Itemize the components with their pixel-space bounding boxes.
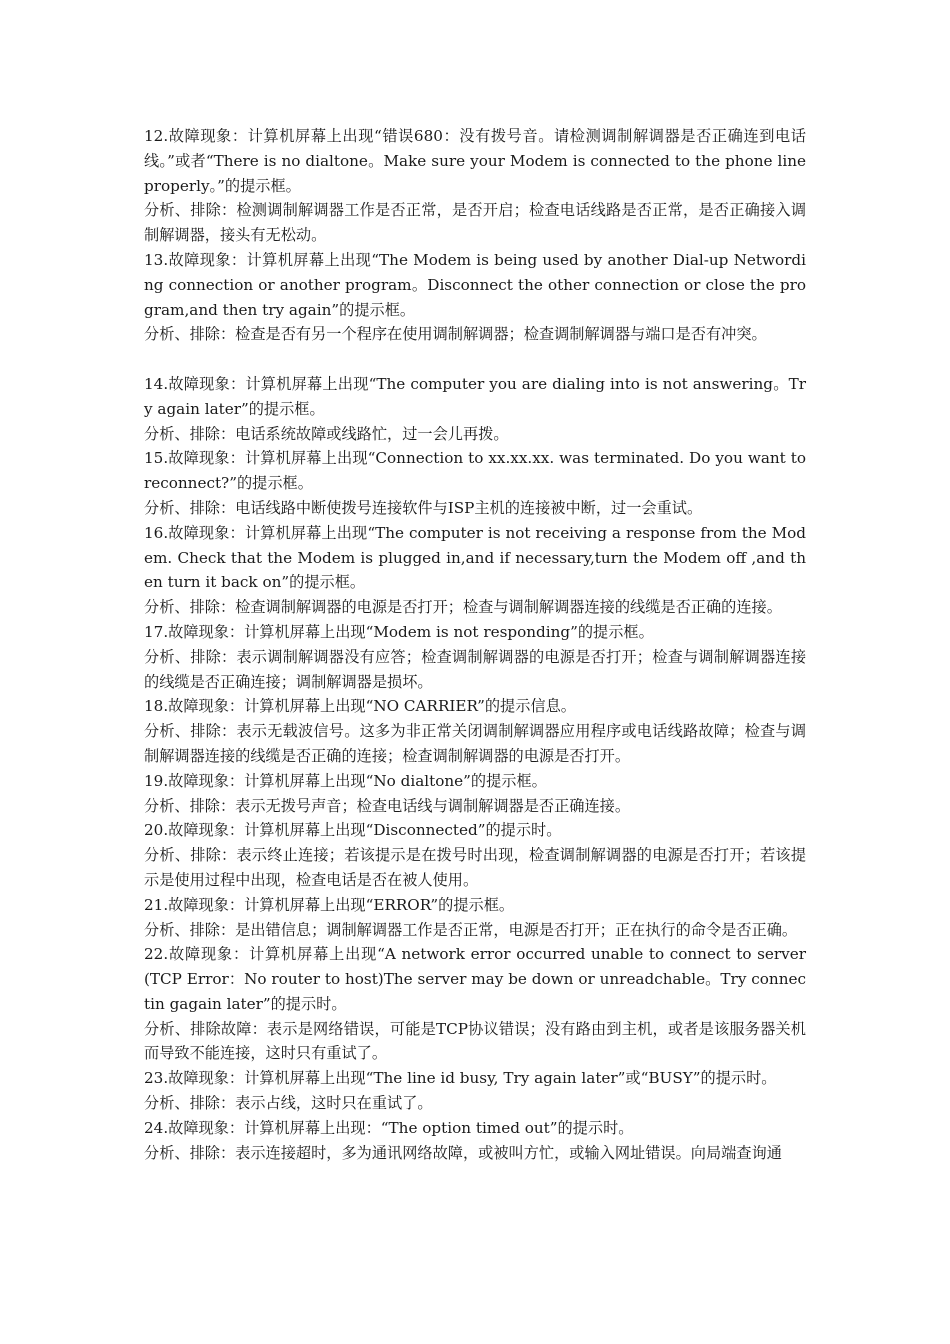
fault-16-analysis: 分析、排除：检查调制解调器的电源是否打开；检查与调制解调器连接的线缆是否正确的连接。 [144, 598, 782, 617]
fault-19-symptom: 19.故障现象：计算机屏幕上出现“No dialtone”的提示框。 [144, 771, 547, 790]
fault-17-analysis: 分析、排除：表示调制解调器没有应答；检查调制解调器的电源是否打开；检查与调制解调器连接的线缆是否正确连接；调制解调器是损坏。 [144, 647, 806, 691]
blank-line [144, 347, 806, 372]
fault-15-symptom: 15.故障现象：计算机屏幕上出现“Connection to xx.xx.xx. was terminated. Do you want to reconnect?”的提示框。 [144, 449, 806, 493]
document-body [144, 124, 806, 1165]
fault-18-symptom: 18.故障现象：计算机屏幕上出现“NO CARRIER”的提示信息。 [144, 697, 576, 716]
fault-18-analysis: 分析、排除：表示无载波信号。这多为非正常关闭调制解调器应用程序或电话线路故障；检查与调制解调器连接的线缆是否正确的连接；检查调制解调器的电源是否打开。 [144, 722, 806, 765]
fault-23-symptom: 23.故障现象：计算机屏幕上出现“The line id busy, Try again later”或“BUSY”的提示时。 [144, 1069, 777, 1088]
fault-21-analysis: 分析、排除：是出错信息；调制解调器工作是否正常，电源是否打开；正在执行的命令是否正确。 [144, 920, 798, 939]
fault-20-symptom: 20.故障现象：计算机屏幕上出现“Disconnected”的提示时。 [144, 821, 562, 840]
fault-24-analysis: 分析、排除：表示连接超时，多为通讯网络故障，或被叫方忙，或输入网址错误。向局端查询通 [144, 1143, 782, 1162]
fault-21-symptom: 21.故障现象：计算机屏幕上出现“ERROR”的提示框。 [144, 895, 515, 914]
fault-17-symptom: 17.故障现象：计算机屏幕上出现“Modem is not responding”的提示框。 [144, 622, 654, 641]
fault-19-analysis: 分析、排除：表示无拨号声音；检查电话线与调制解调器是否正确连接。 [144, 796, 630, 815]
fault-12-symptom: 12.故障现象：计算机屏幕上出现“错误680：没有拨号音。请检测调制解调器是否正确连到电话线。”或者“There is no dialtone。Make sure your Modem is connected to the phone line properly。”的提示框。 [144, 127, 806, 195]
fault-22-analysis: 分析、排除故障：表示是网络错误，可能是TCP协议错误；没有路由到主机，或者是该服务器关机而导致不能连接，这时只有重试了。 [144, 1019, 806, 1063]
fault-23-analysis: 分析、排除：表示占线，这时只在重试了。 [144, 1094, 433, 1113]
fault-13-analysis: 分析、排除：检查是否有另一个程序在使用调制解调器；检查调制解调器与端口是否有冲突。 [144, 325, 767, 344]
fault-14-analysis: 分析、排除：电话系统故障或线路忙，过一会儿再拨。 [144, 424, 509, 443]
fault-20-analysis: 分析、排除：表示终止连接；若该提示是在拨号时出现，检查调制解调器的电源是否打开；若该提示是使用过程中出现，检查电话是否在被人使用。 [144, 846, 806, 889]
fault-24-symptom: 24.故障现象：计算机屏幕上出现：“The option timed out”的提示时。 [144, 1118, 634, 1137]
fault-22-symptom: 22.故障现象：计算机屏幕上出现“A network error occurred unable to connect to server (TCP Error：No router to host)The server may be down or unreadchable。Try connectin gagain later”的提示时。 [144, 945, 806, 1013]
fault-16-symptom: 16.故障现象：计算机屏幕上出现“The computer is not receiving a response from the Modem. Check that the Modem is plugged in,and if necessary,turn the Modem off ,and then turn it back on”的提示框。 [144, 523, 806, 592]
fault-15-analysis: 分析、排除：电话线路中断使拨号连接软件与ISP主机的连接被中断，过一会重试。 [144, 498, 703, 517]
fault-12-analysis: 分析、排除：检测调制解调器工作是否正常，是否开启；检查电话线路是否正常，是否正确接入调制解调器，接头有无松动。 [144, 201, 806, 245]
fault-13-symptom: 13.故障现象：计算机屏幕上出现“The Modem is being used by another Dial-up Networding connection or another program。Disconnect the other connection or close the program,and then try again”的提示框。 [144, 250, 806, 319]
fault-14-symptom: 14.故障现象：计算机屏幕上出现“The computer you are dialing into is not answering。Try again later”的提示框。 [144, 374, 806, 418]
